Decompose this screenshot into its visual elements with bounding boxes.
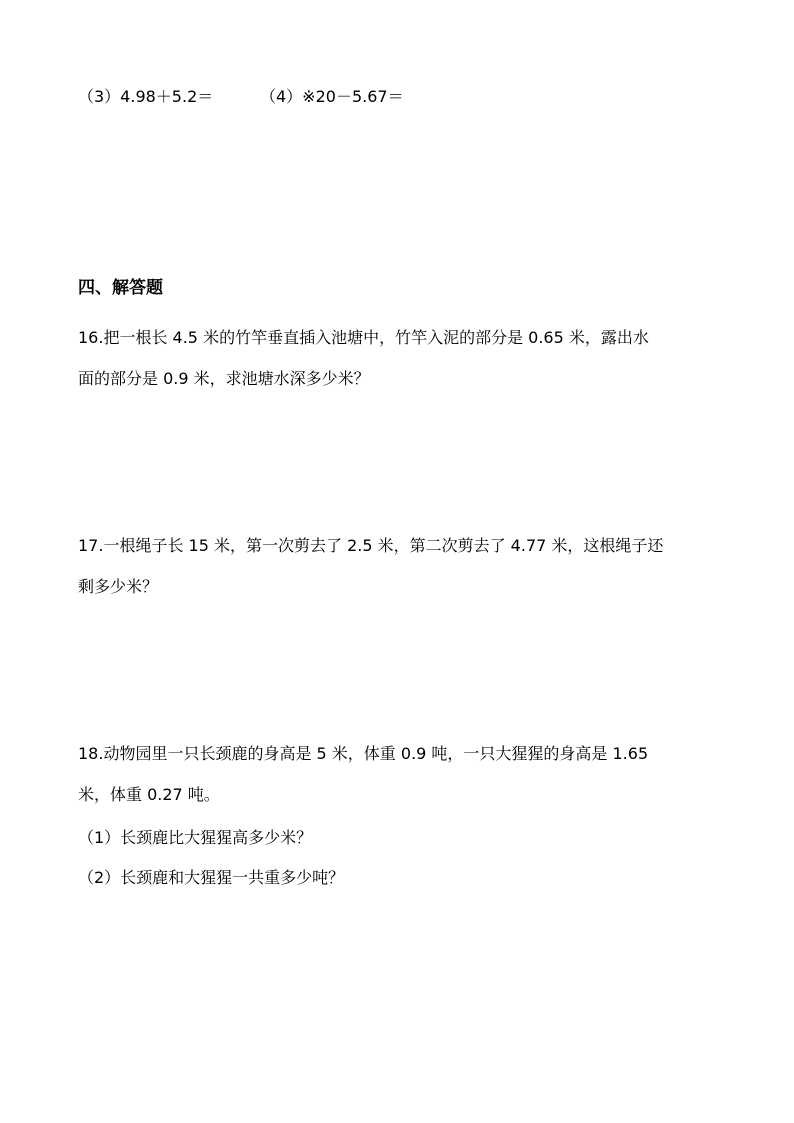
question-16-line-1: 16.把一根长 4.5 米的竹竿垂直插入池塘中，竹竿入泥的部分是 0.65 米，露出水 [78, 328, 649, 347]
question-17-line-1: 17.一根绳子长 15 米，第一次剪去了 2.5 米，第二次剪去了 4.77 米，这根绳子还 [78, 536, 664, 555]
calculation-row [78, 86, 738, 108]
calculation-3: （3）4.98＋5.2＝ [78, 87, 214, 106]
question-18-sub-1: （1）长颈鹿比大猩猩高多少米？ [78, 828, 313, 847]
question-17 [78, 535, 728, 617]
question-18-line-2: 米，体重 0.27 吨。 [78, 785, 220, 804]
question-17-line-2: 剩多少米？ [78, 577, 159, 596]
question-18 [78, 743, 728, 825]
calculation-4: （4）※20－5.67＝ [260, 87, 404, 106]
question-18-line-1: 18.动物园里一只长颈鹿的身高是 5 米，体重 0.9 吨，一只大猩猩的身高是 1.65 [78, 744, 649, 763]
question-18-sub-2: （2）长颈鹿和大猩猩一共重多少吨？ [78, 868, 345, 887]
question-16 [78, 327, 728, 409]
section-title: 四、解答题 [78, 278, 163, 298]
question-16-line-2: 面的部分是 0.9 米，求池塘水深多少米？ [78, 369, 370, 388]
